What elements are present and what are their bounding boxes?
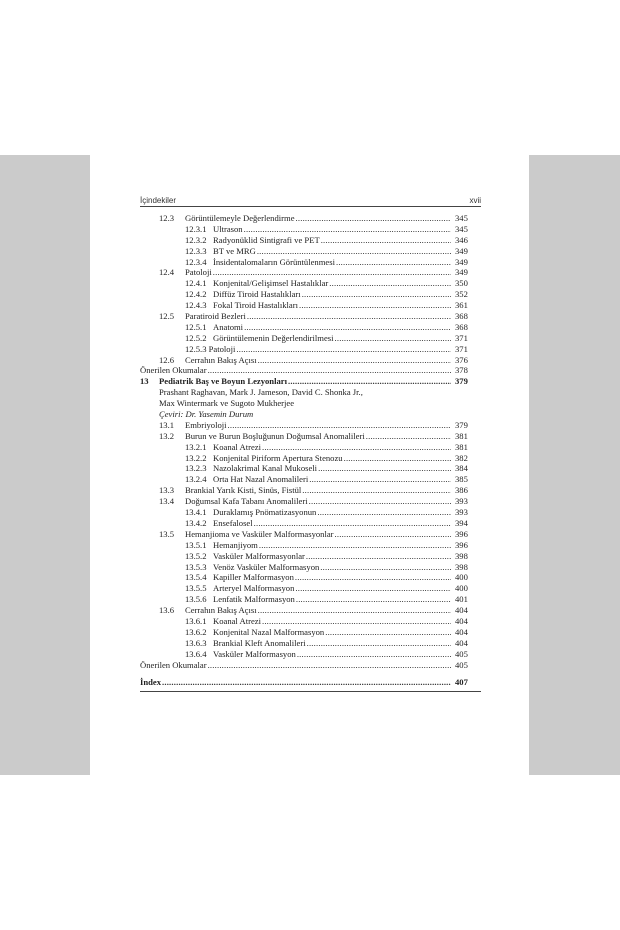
dot-leader [247,311,451,322]
dot-leader [259,540,451,551]
toc-entry-title: Görüntülemenin Değerlendirilmesi [213,332,334,343]
toc-entry-title: Vasküler Malformasyonlar [213,550,305,561]
toc-entry[interactable] [140,463,481,474]
toc-entry[interactable] [140,311,481,322]
dot-leader [317,507,451,518]
toc-entry[interactable] [140,442,481,453]
toc-entry-title: Paratiroid Bezleri [185,311,246,322]
toc-entry[interactable] [140,496,481,507]
toc-author-text: Prashant Raghavan, Mark J. Jameson, David C. Shonka Jr., [159,387,363,398]
toc-entry-page: 378 [455,365,468,376]
dot-leader [296,213,451,224]
toc-entry-page: 386 [455,485,468,496]
toc-entry[interactable] [140,420,481,431]
toc-entry-number: 13.1 [159,419,175,430]
toc-entry-title: Cerrahın Bakış Açısı [185,605,257,616]
toc-entry-page: 350 [455,278,468,289]
toc-entry-title: Duraklamış Pnömatizasyonun [213,507,317,518]
toc-entry-page: 349 [455,256,468,267]
toc-entry-number: 12.3.3 [185,245,207,256]
dot-leader [336,257,451,268]
dot-leader [236,344,451,355]
toc-entry-number: 13.6.4 [185,648,207,659]
toc-entry[interactable] [140,649,481,660]
toc-entry-title: Doğumsal Kafa Tabanı Anomalileri [185,496,308,507]
toc-entry-page: 405 [455,648,468,659]
toc-entry-number: 13.2.4 [185,474,207,485]
toc-entry[interactable] [140,605,481,616]
dot-leader [262,616,451,627]
toc-entry-page: 405 [455,659,468,670]
toc-entry[interactable] [140,224,481,235]
toc-entry[interactable] [140,540,481,551]
toc-entry-title: Ultrason [213,223,243,234]
header-rule [140,206,481,207]
toc-entry-number: 13.4.2 [185,517,207,528]
toc-entry[interactable] [140,213,481,224]
toc-entry-page: 404 [455,605,468,616]
toc-author-text: Max Wintermark ve Sugoto Mukherjee [159,398,295,409]
toc-entry[interactable] [140,300,481,311]
toc-entry-title: Kapiller Malformasyon [213,572,294,583]
toc-entry-page: 371 [455,343,468,354]
toc-entry-number: 12.5 [159,311,175,322]
dot-leader [320,562,451,573]
toc-entry-title: Cerrahın Bakış Açısı [185,354,257,365]
toc-entry-number: 13.4 [159,496,175,507]
toc-entry[interactable] [140,453,481,464]
toc-entry[interactable] [140,289,481,300]
toc-entry-page: 368 [455,311,468,322]
toc-author-line [140,409,481,420]
toc-entry-number: 13.6 [159,605,175,616]
dot-leader [325,627,451,638]
toc-entry[interactable] [140,474,481,485]
toc-entry-number: 13.5.2 [185,550,207,561]
toc-entry-page: 379 [455,376,468,387]
toc-entry-number: 12.6 [159,354,175,365]
toc-entry-page: 382 [455,452,468,463]
toc-entry-number: 13.5.4 [185,572,207,583]
running-head-page: xvii [469,196,481,205]
toc-entry[interactable] [140,638,481,649]
toc-entry-title: Hemanjiyom [213,539,258,550]
dot-leader [299,300,451,311]
toc-entry-title: Diffüz Tiroid Hastalıkları [213,289,301,300]
toc-entry-page: 394 [455,517,468,528]
toc-entry-page: 371 [455,332,468,343]
toc-entry-page: 404 [455,637,468,648]
toc-entry-number: 13.6.2 [185,626,207,637]
toc-entry-page: 376 [455,354,468,365]
toc-entry-title: Arteryel Malformasyon [213,583,295,594]
toc-entry-title: 12.5.3 Patoloji [185,343,236,354]
dot-leader [321,235,451,246]
toc-entry-number: 12.3 [159,213,175,223]
dot-leader [258,355,451,366]
toc-entry[interactable] [140,485,481,496]
toc-entry-page: 381 [455,430,468,441]
toc-entry-title: Embriyoloji [185,419,227,430]
toc-entry-page: 349 [455,245,468,256]
toc-entry-page: 345 [455,213,468,223]
toc-entry-number: 13.5.5 [185,583,207,594]
running-head-title: İçindekiler [140,196,177,205]
dot-leader [254,518,451,529]
toc-entry-number: 12.4.2 [185,289,207,300]
toc-entry-page: 346 [455,234,468,245]
toc-entry[interactable] [140,257,481,268]
dot-leader [309,496,451,507]
index-separator-rule [140,691,481,692]
toc-entry-title: Görüntülemeyle Değerlendirme [185,213,295,223]
toc-entry-page: 396 [455,539,468,550]
toc-entry-number: 13.2.1 [185,441,207,452]
toc-entry-page: 393 [455,507,468,518]
dot-leader [329,278,451,289]
toc-entry-number: 12.4 [159,267,175,278]
toc-entry-title: Radyonüklid Sintigrafi ve PET [213,234,320,245]
dot-leader [295,572,451,583]
dot-leader [302,485,451,496]
toc-entry[interactable] [140,594,481,605]
dot-leader [258,605,451,616]
dot-leader [366,431,451,442]
dot-leader [306,551,451,562]
toc-entry[interactable] [140,246,481,257]
toc-entry[interactable] [140,551,481,562]
toc-entry-page: 349 [455,267,468,278]
toc-entry-title: Pediatrik Baş ve Boyun Lezyonları [159,376,287,387]
toc-entry-number: 13 [140,376,149,387]
toc-entry-title: Patoloji [185,267,212,278]
toc-entry[interactable] [140,677,481,688]
toc-entry-title: Fokal Tiroid Hastalıkları [213,300,298,311]
toc-entry-title: Hemanjioma ve Vasküler Malformasyonlar [185,528,334,539]
toc-entry-number: 12.3.1 [185,223,207,234]
toc-entry-number: 12.5.2 [185,332,207,343]
toc-entry[interactable] [140,562,481,573]
toc-entry-title: Koanal Atrezi [213,441,261,452]
toc-author-text: Çeviri: Dr. Yasemin Durum [159,409,254,420]
toc-entry-page: 345 [455,223,468,234]
toc-entry-number: 13.6.3 [185,637,207,648]
dot-leader [213,267,451,278]
toc-entry-number: 13.6.1 [185,615,207,626]
toc-entry-title: Lenfatik Malformasyon [213,594,295,605]
toc-gap [140,670,481,677]
dot-leader [335,529,451,540]
toc-entry-number: 12.3.4 [185,256,207,267]
dot-leader [296,594,451,605]
toc-entry-number: 13.5.3 [185,561,207,572]
dot-leader [297,649,451,660]
toc-entry[interactable] [140,431,481,442]
toc-entry[interactable] [140,344,481,355]
table-of-contents [140,213,481,688]
toc-entry-number: 13.5.6 [185,594,207,605]
toc-entry-title: Önerilen Okumalar [140,365,207,376]
toc-entry-page: 381 [455,441,468,452]
dot-leader [228,420,451,431]
toc-entry-title: Konjenital Piriform Apertura Stenozu [213,452,343,463]
toc-entry-number: 13.5 [159,528,175,539]
toc-entry-number: 13.2.2 [185,452,207,463]
dot-leader [208,660,451,671]
toc-entry-number: 13.3 [159,485,175,496]
toc-entry[interactable] [140,518,481,529]
dot-leader [344,453,451,464]
toc-entry-page: 401 [455,594,468,605]
toc-entry-number: 12.3.2 [185,234,207,245]
toc-entry-number: 13.2 [159,430,175,441]
toc-entry[interactable] [140,376,481,387]
dot-leader [262,442,451,453]
toc-entry[interactable] [140,355,481,366]
dot-leader [309,474,451,485]
toc-entry-title: Brankial Yarık Kisti, Sinüs, Fistül [185,485,302,496]
left-gray-margin [0,155,90,775]
toc-entry-page: 368 [455,321,468,332]
toc-entry-page: 361 [455,300,468,311]
toc-entry-number: 12.5.1 [185,321,207,332]
dot-leader [302,289,451,300]
toc-entry-number: 12.4.3 [185,300,207,311]
toc-entry[interactable] [140,365,481,376]
toc-entry-title: Koanal Atrezi [213,615,261,626]
toc-author-line [140,387,481,398]
toc-entry-page: 398 [455,561,468,572]
dot-leader [244,322,451,333]
toc-entry-title: İnsidentalomaların Görüntülenmesi [213,256,335,267]
toc-entry-page: 385 [455,474,468,485]
toc-entry[interactable] [140,583,481,594]
toc-entry-page: 384 [455,463,468,474]
toc-entry-page: 396 [455,528,468,539]
toc-entry[interactable] [140,333,481,344]
dot-leader [307,638,451,649]
toc-entry-title: Konjenital Nazal Malformasyon [213,626,325,637]
toc-entry-page: 404 [455,626,468,637]
toc-entry-number: 13.4.1 [185,507,207,518]
dot-leader [318,463,451,474]
toc-entry-number: 12.4.1 [185,278,207,289]
toc-entry[interactable] [140,235,481,246]
toc-entry-number: 13.5.1 [185,539,207,550]
toc-entry-title: Venöz Vasküler Malformasyon [213,561,320,572]
toc-entry-number: 13.2.3 [185,463,207,474]
dot-leader [288,376,451,387]
toc-entry-page: 352 [455,289,468,300]
dot-leader [257,246,451,257]
toc-entry[interactable] [140,322,481,333]
toc-entry-page: 404 [455,615,468,626]
toc-entry-title: Anatomi [213,321,244,332]
toc-entry[interactable] [140,616,481,627]
toc-entry-title: İndex [140,677,162,688]
toc-entry[interactable] [140,507,481,518]
toc-entry-page: 400 [455,572,468,583]
toc-entry[interactable] [140,660,481,671]
toc-entry-page: 407 [455,677,468,688]
toc-entry-title: Önerilen Okumalar [140,659,207,670]
toc-entry-title: Brankial Kleft Anomalileri [213,637,306,648]
toc-entry-page: 398 [455,550,468,561]
toc-author-line [140,398,481,409]
toc-entry[interactable] [140,572,481,583]
toc-entry-page: 393 [455,496,468,507]
toc-entry-page: 379 [455,419,468,430]
toc-entry-page: 400 [455,583,468,594]
toc-entry-title: Vasküler Malformasyon [213,648,296,659]
dot-leader [244,224,451,235]
toc-entry-title: Nazolakrimal Kanal Mukoseli [213,463,318,474]
toc-entry[interactable] [140,627,481,638]
toc-entry[interactable] [140,267,481,278]
toc-entry-title: Burun ve Burun Boşluğunun Doğumsal Anomalileri [185,430,365,441]
toc-entry-title: Orta Hat Nazal Anomalileri [213,474,309,485]
toc-entry-title: BT ve MRG [213,245,256,256]
dot-leader [162,677,451,688]
dot-leader [335,333,451,344]
toc-entry-title: Ensefalosel [213,517,253,528]
toc-entry-title: Konjenital/Gelişimsel Hastalıklar [213,278,329,289]
toc-entry[interactable] [140,278,481,289]
toc-entry[interactable] [140,529,481,540]
dot-leader [208,365,451,376]
right-gray-margin [529,155,620,775]
dot-leader [295,583,451,594]
